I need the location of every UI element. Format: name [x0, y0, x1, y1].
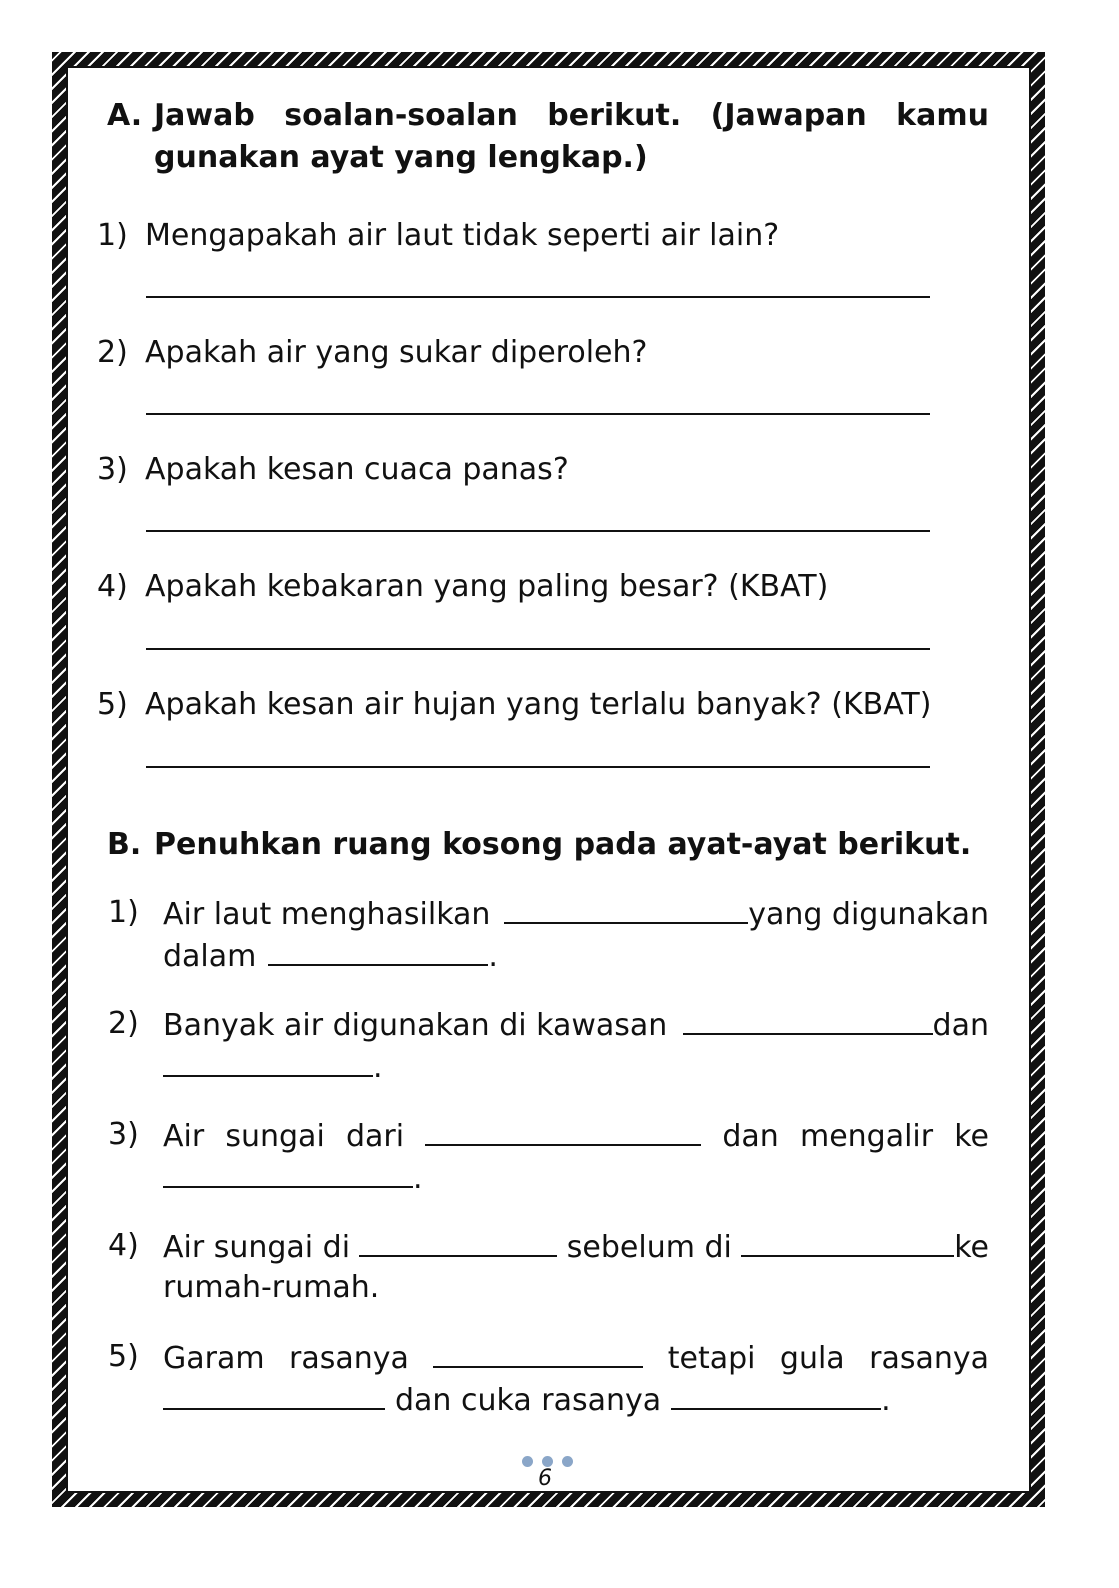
section-a-title: Jawab soalan-soalan berikut. (Jawapan kamu gunakan ayat yang lengkap.): [154, 98, 989, 175]
fill-item-4-line-2: rumah-rumah.: [163, 1270, 380, 1305]
section-b-heading: [107, 824, 992, 866]
answer-line-4[interactable]: [146, 648, 930, 650]
answer-line-1[interactable]: [146, 296, 930, 298]
blank-2b[interactable]: [163, 1045, 373, 1077]
fill-item-5-line-2: dan cuka rasanya .: [163, 1378, 891, 1422]
answer-line-3[interactable]: [146, 530, 930, 532]
answer-line-5[interactable]: [146, 766, 930, 768]
blank-3a[interactable]: [425, 1114, 701, 1146]
section-a-letter: A.: [107, 98, 143, 133]
answer-line-2[interactable]: [146, 413, 930, 415]
fill-item-2-line-2: .: [163, 1045, 383, 1089]
page-number: 6: [538, 1466, 552, 1491]
fill-item-3-line-1: Air sungai dari dan mengalir ke: [163, 1114, 989, 1158]
section-a-heading: [107, 95, 992, 185]
blank-4b[interactable]: [741, 1225, 954, 1257]
blank-1b[interactable]: [268, 934, 488, 966]
blank-2a[interactable]: [683, 1003, 933, 1035]
blank-5a[interactable]: [433, 1336, 643, 1368]
blank-5c[interactable]: [671, 1378, 881, 1410]
fill-item-3-line-2: .: [163, 1156, 423, 1200]
blank-5b[interactable]: [163, 1378, 385, 1410]
blank-4a[interactable]: [359, 1225, 557, 1257]
section-b-title: Penuhkan ruang kosong pada ayat-ayat berikut.: [154, 827, 972, 862]
fill-item-1-line-1: Air laut menghasilkan yang digunakan: [163, 892, 989, 936]
fill-item-2-line-1: Banyak air digunakan di kawasan dan: [163, 1003, 989, 1047]
fill-item-4-line-1: Air sungai di sebelum di ke: [163, 1225, 989, 1269]
blank-1a[interactable]: [504, 892, 749, 924]
fill-item-1-line-2: dalam .: [163, 934, 498, 978]
fill-item-5-line-1: Garam rasanya tetapi gula rasanya: [163, 1336, 989, 1380]
section-b-letter: B.: [107, 827, 142, 862]
blank-3b[interactable]: [163, 1156, 413, 1188]
